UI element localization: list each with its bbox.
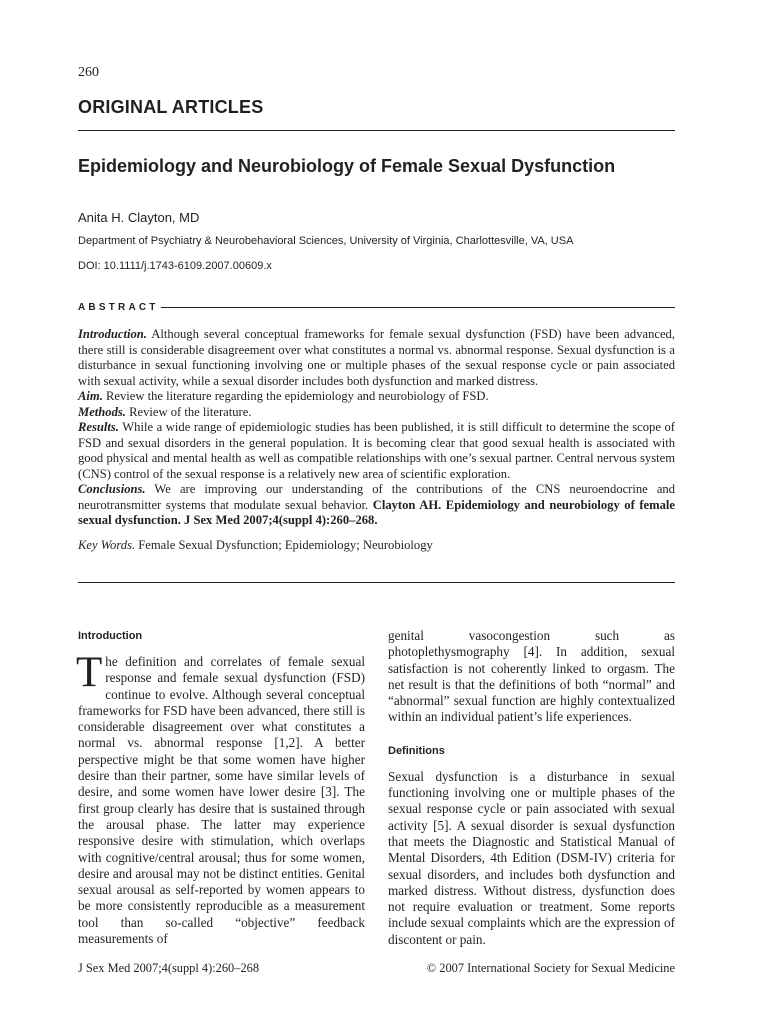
article-title: Epidemiology and Neurobiology of Female Sexual Dysfunction bbox=[78, 156, 616, 176]
abstract-introduction-label: Introduction. bbox=[78, 327, 147, 341]
section-label: ORIGINAL ARTICLES bbox=[78, 97, 264, 117]
abstract-methods-text: Review of the literature. bbox=[125, 404, 252, 419]
introduction-paragraph bbox=[76, 649, 365, 947]
abstract-methods-label: Methods. bbox=[78, 404, 126, 419]
abstract-results-label: Results. bbox=[78, 420, 119, 434]
footer-copyright: © 2007 International Society for Sexual Medicine bbox=[426, 961, 675, 975]
author-name: Anita H. Clayton, MD bbox=[78, 210, 200, 225]
body-column-left bbox=[78, 628, 365, 947]
abstract-citation: Clayton AH. Epidemiology and neurobiology of female sexual dysfunction. J Sex Med 2007;4(suppl 4):260–268. bbox=[78, 497, 675, 527]
header-divider bbox=[78, 130, 675, 131]
keywords-label: Key Words. bbox=[78, 537, 136, 552]
abstract-conclusions-text: We are improving our understanding of the contributions of the CNS neuroendocrine and neurotransmitter systems that modulate sexual behavior. bbox=[78, 482, 675, 512]
abstract-results-text: While a wide range of epidemiologic studies has been published, it is still difficult to determine the scope of FSD and sexual disorders in the general population. It is becoming clear that good sexual health is associated with good physical and mental health as well as compatible relationships with one’s sexual partner. Central nervous system (CNS) control of the sexual response is a relatively new area of scientific exploration. bbox=[78, 420, 675, 481]
abstract-results bbox=[78, 420, 675, 482]
abstract-conclusions-label: Conclusions. bbox=[78, 482, 146, 496]
abstract-conclusions bbox=[78, 482, 675, 529]
abstract-divider-bottom bbox=[78, 582, 675, 583]
page-number: 260 bbox=[78, 65, 99, 80]
abstract-aim-text: Review the literature regarding the epidemiology and neurobiology of FSD. bbox=[102, 389, 489, 403]
footer-journal: J Sex Med 2007;4(suppl 4):260–268 bbox=[78, 961, 260, 975]
introduction-text: he definition and correlates of female sexual response and female sexual dysfunction (FSD) continue to evolve. Although several conceptual frameworks for FSD have been advanced, there still is considerable disagreement over what constitutes a normal vs. abnormal response [1,2]. A better perspective might be that some women have higher desire than their partner, some have similar levels of desire, and some women have lower desire [3]. The first group clearly has desire that is sustained through the arousal phase. The latter may experience responsive desire with stimulation, which overlaps with cognitive/central arousal; thus for some women, desire and arousal may not be distinct entities. Genital sexual arousal as self-reported by women appears to be more consistently reproducible as a measurement tool than so-called “objective” feedback measurements of bbox=[78, 654, 365, 947]
keywords-text: Female Sexual Dysfunction; Epidemiology; Neurobiology bbox=[135, 537, 433, 552]
author-affiliation: Department of Psychiatry & Neurobehavioral Sciences, University of Virginia, Charlottesville, VA, USA bbox=[78, 235, 574, 247]
abstract-keywords bbox=[78, 538, 675, 554]
abstract-introduction bbox=[78, 327, 675, 389]
abstract-aim-label: Aim. bbox=[78, 389, 103, 403]
abstract-methods bbox=[78, 405, 675, 421]
abstract-label: ABSTRACT bbox=[78, 301, 159, 313]
definitions-text: Sexual dysfunction is a disturbance in sexual functioning involving one or multiple phases of the sexual response cycle or pain associated with sexual activity [5]. A sexual disorder is sexual dysfunction that meets the Diagnostic and Statistical Manual of Mental Disorders, 4th Edition (DSM-IV) criteria for sexual disorders, and includes both dysfunction and marked distress. Without distress, dysfunction does not require evaluation or treatment. Some reports include sexual complaints which are the expression of discontent or pain. bbox=[388, 768, 675, 947]
abstract-header bbox=[78, 299, 675, 315]
introduction-continuation: genital vasocongestion such as photoplethysmography [4]. In addition, sexual satisfaction is not coherently linked to orgasm. The net result is that the definitions of both “normal” and “abnormal” sexual function are highly contextualized within an individual patient’s life experiences. bbox=[388, 628, 675, 725]
abstract-introduction-text: Although several conceptual frameworks for female sexual dysfunction (FSD) have been advanced, there still is considerable disagreement over what constitutes a normal vs. abnormal response. Sexual dysfunction is a disturbance in sexual functioning involving one or multiple phases of the sexual response cycle or pain associated with sexual activity, while a sexual disorder includes both dysfunction and marked distress. bbox=[78, 327, 675, 388]
drop-cap: T bbox=[76, 649, 103, 696]
body-column-right bbox=[388, 628, 675, 948]
abstract-aim bbox=[78, 389, 675, 405]
abstract-divider bbox=[161, 307, 675, 308]
abstract-body bbox=[78, 327, 675, 553]
introduction-heading: Introduction bbox=[78, 630, 143, 642]
definitions-heading: Definitions bbox=[388, 744, 445, 757]
doi-link[interactable]: DOI: 10.1111/j.1743-6109.2007.00609.x bbox=[78, 260, 272, 272]
